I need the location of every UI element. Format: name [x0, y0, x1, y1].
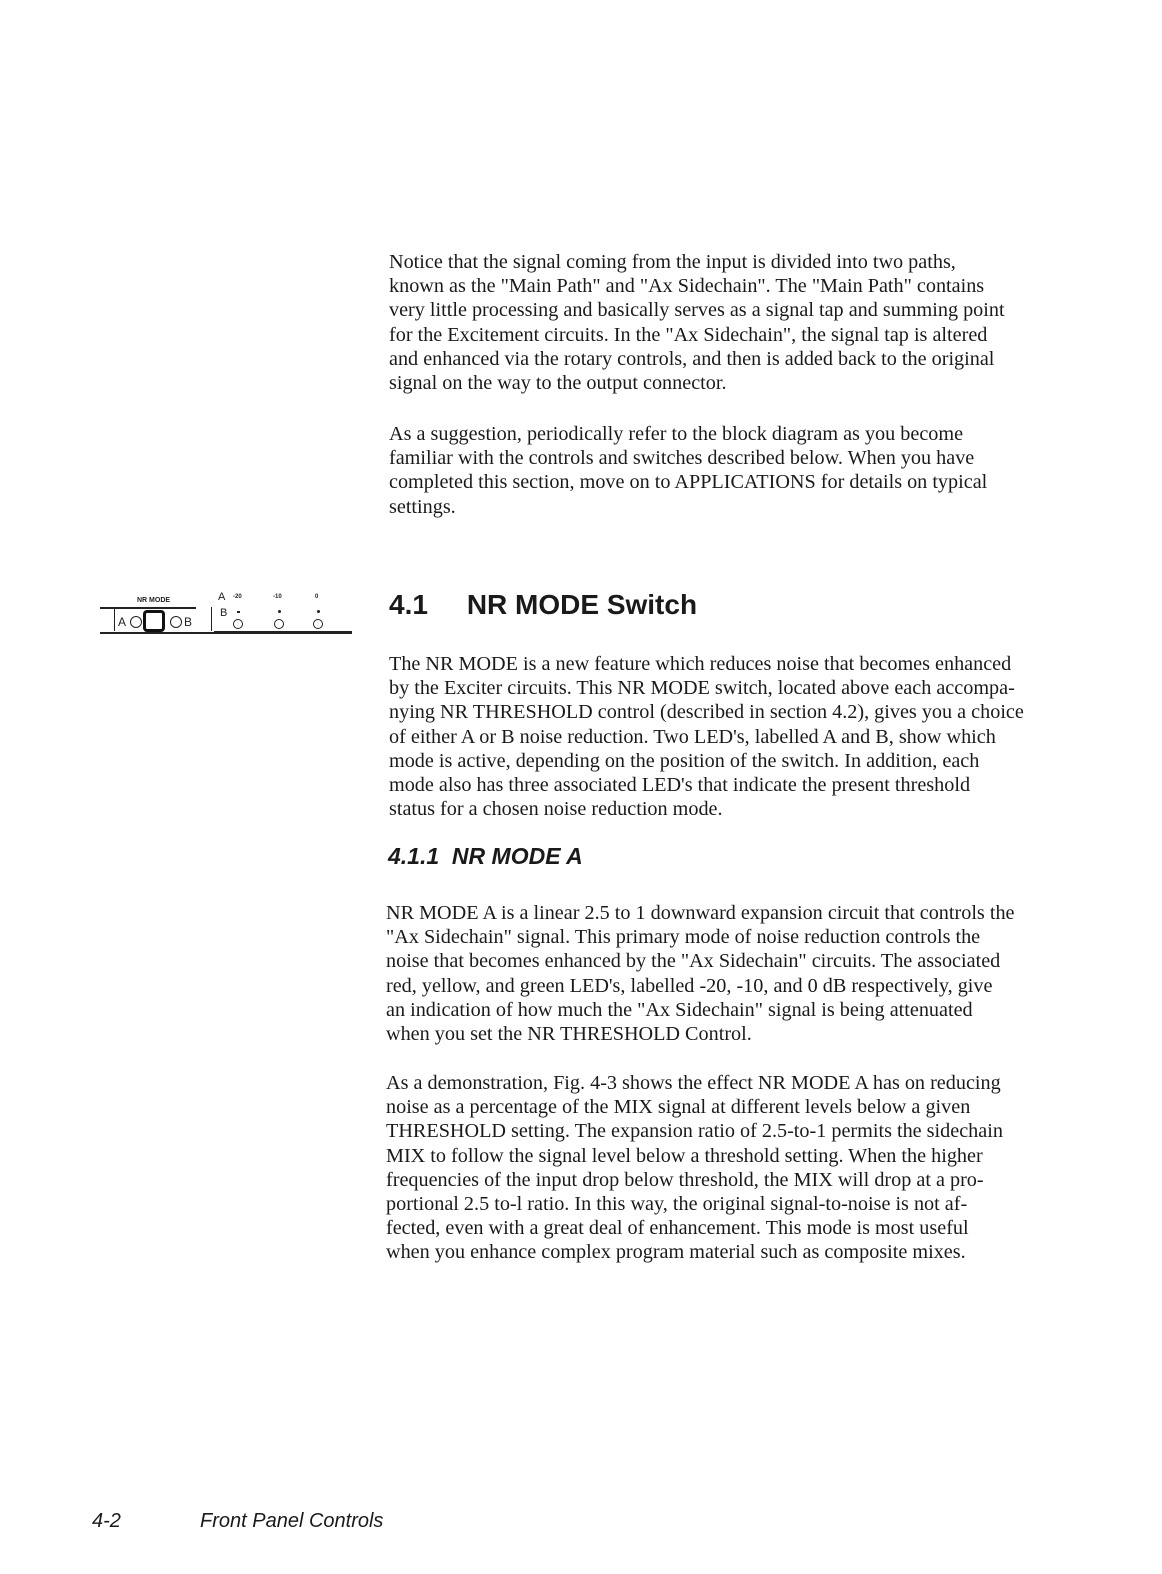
switch-led-a [130, 616, 142, 628]
nr-mode-switch-icon [143, 610, 165, 632]
label-minus20: -20 [233, 594, 242, 600]
led-a-label: A [218, 591, 226, 603]
suggestion-paragraph: As a suggestion, periodically refer to the block diagram as you become familiar with the controls and switches described below. When you have completed this section, move on to APPLICATIONS for details on typical settings. [389, 423, 988, 518]
page-number: 4-2 [92, 1510, 121, 1532]
led-b-label: B [220, 607, 228, 619]
nr-mode-caption: NR MODE [137, 597, 171, 604]
switch-led-b [170, 616, 182, 628]
nr-mode-panel-illustration [100, 590, 352, 640]
label-minus10: -10 [273, 594, 282, 600]
led-zero-icon [313, 619, 323, 629]
footer-section-title: Front Panel Controls [200, 1510, 384, 1532]
demonstration-paragraph: As a demonstration, Fig. 4-3 shows the effect NR MODE A has on reducing noise as a percentage of the MIX signal at different levels below a given THRESHOLD setting. The expansion ratio of 2.5-to-1 permits the sidechain MIX to follow the signal level below a threshold setting. When the higher frequencies of the input drop below threshold, the MIX will drop at a pro- portional 2.5 to-l ratio. In this way, the original signal-to-noise is not af- fected, even with a great deal of enhancement. This mode is most useful when you enhance complex program material such as composite mixes. [386, 1072, 1003, 1264]
led-minus10-icon [274, 619, 284, 629]
section-4-1-1-heading: 4.1.1 NR MODE A [388, 843, 583, 869]
switch-side-b-label: B [184, 615, 193, 629]
led-zero-tick [317, 610, 320, 613]
led-minus20-icon [233, 619, 243, 629]
switch-side-a-label: A [118, 615, 127, 629]
label-zero: 0 [315, 594, 319, 600]
led-minus10-tick [278, 610, 281, 613]
nr-mode-a-paragraph: NR MODE A is a linear 2.5 to 1 downward expansion circuit that controls the "Ax Sidechain" signal. This primary mode of noise reduction controls the noise that becomes enhanced by the "Ax Sidechain" circuits. The associated red, yellow, and green LED's, labelled -20, -10, and 0 dB respectively, give an indication of how much the "Ax Sidechain" signal is being attenuated when you set the NR THRESHOLD Control. [386, 902, 1015, 1046]
section-4-1-heading: 4.1 NR MODE Switch [389, 589, 698, 620]
nr-mode-description-paragraph: The NR MODE is a new feature which reduces noise that becomes enhanced by the Exciter circuits. This NR MODE switch, located above each accompa- nying NR THRESHOLD control (described in section 4.2), gives you a choice of either A or B noise reduction. Two LED's, labelled A and B, show which mode is active, depending on the position of the switch. In addition, each mode also has three associated LED's that indicate the present threshold status for a chosen noise reduction mode. [389, 653, 1024, 821]
panel-rule-right [214, 631, 352, 633]
intro-paragraph: Notice that the signal coming from the input is divided into two paths, known as the "Main Path" and "Ax Sidechain". The "Main Path" contains very little processing and basically serves as a signal tap and summing point for the Excitement circuits. In the "Ax Sidechain", the signal tap is altered and enhanced via the rotary controls, and then is added back to the original signal on the way to the output connector. [389, 251, 1005, 395]
led-minus20-tick [237, 611, 240, 613]
